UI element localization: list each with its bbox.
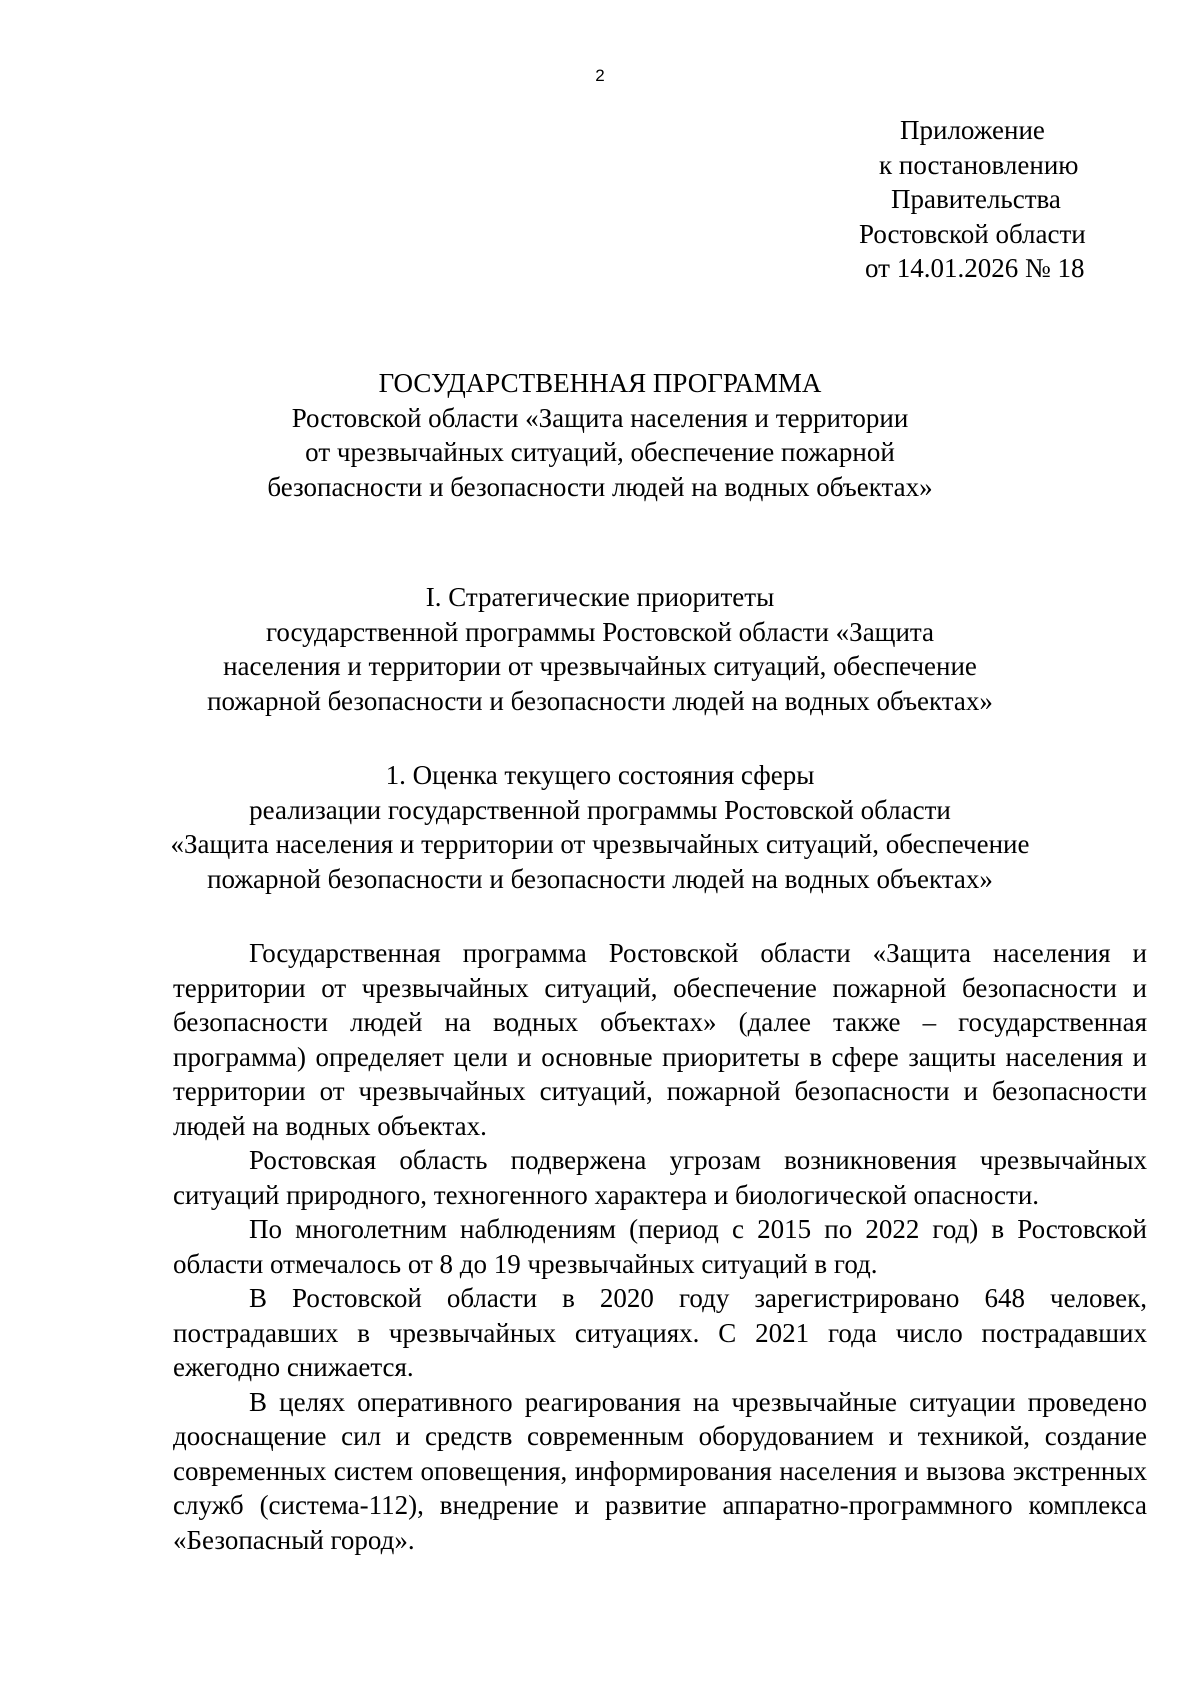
section-heading-line: населения и территории от чрезвычайных ситуаций, обеспечение	[223, 651, 977, 681]
paragraph: В целях оперативного реагирования на чрезвычайные ситуации проведено дооснащение сил и средств современным оборудованием и техникой, создание современных систем оповещения, информирования населения и вызова экстренных служб (система-112), внедрение и развитие аппаратно-программного комплекса «Безопасный город».	[173, 1386, 1147, 1555]
appendix-line: Приложение	[900, 115, 1045, 145]
section-heading-line: пожарной безопасности и безопасности людей на водных объектах»	[207, 685, 993, 716]
program-title	[100, 366, 1100, 504]
program-title-line: Ростовской области «Защита населения и территории	[291, 402, 909, 433]
section-heading-line: государственной программы Ростовской области «Защита	[265, 616, 935, 647]
program-title-line: безопасности и безопасности людей на водных объектах»	[267, 471, 933, 502]
appendix-line: к постановлению	[879, 149, 1079, 180]
section-heading-line: I. Стратегические приоритеты	[425, 582, 775, 612]
subsection-heading-line: пожарной безопасности и безопасности людей на водных объектах»	[207, 863, 993, 894]
subsection-heading	[100, 758, 1100, 896]
paragraph: В Ростовской области в 2020 году зарегистрировано 648 человек, пострадавших в чрезвычайных ситуациях. С 2021 года число пострадавших ежегодно снижается.	[173, 1283, 1147, 1382]
body-text	[173, 936, 1147, 1557]
paragraph: Ростовская область подвержена угрозам возникновения чрезвычайных ситуаций природного, техногенного характера и биологической опасности.	[173, 1145, 1147, 1210]
appendix-line: Правительства	[891, 184, 1061, 214]
paragraph: По многолетним наблюдениям (период с 2015 по 2022 год) в Ростовской области отмечалось от 8 до 19 чрезвычайных ситуаций в год.	[173, 1214, 1147, 1279]
subsection-heading-line: 1. Оценка текущего состояния сферы	[385, 760, 815, 790]
paragraph: Государственная программа Ростовской области «Защита населения и территории от чрезвычайных ситуаций, обеспечение пожарной безопасности и безопасности людей на водных объектах» (далее также – государственная программа) определяет цели и основные приоритеты в сфере защиты населения и территории от чрезвычайных ситуаций, пожарной безопасности и безопасности людей на водных объектах.	[173, 938, 1147, 1141]
subsection-heading-line: «Защита населения и территории от чрезвычайных ситуаций, обеспечение	[170, 829, 1030, 859]
section-heading	[100, 580, 1100, 718]
appendix-date-number: от 14.01.2026 № 18	[865, 253, 1085, 283]
program-title-line: от чрезвычайных ситуаций, обеспечение пожарной	[305, 437, 895, 467]
appendix-line: Ростовской области	[859, 218, 1086, 249]
page-number: 2	[595, 66, 605, 85]
program-title-heading: ГОСУДАРСТВЕННАЯ ПРОГРАММА	[378, 368, 822, 398]
appendix-header	[826, 113, 1126, 286]
subsection-heading-line: реализации государственной программы Ростовской области	[249, 794, 951, 825]
